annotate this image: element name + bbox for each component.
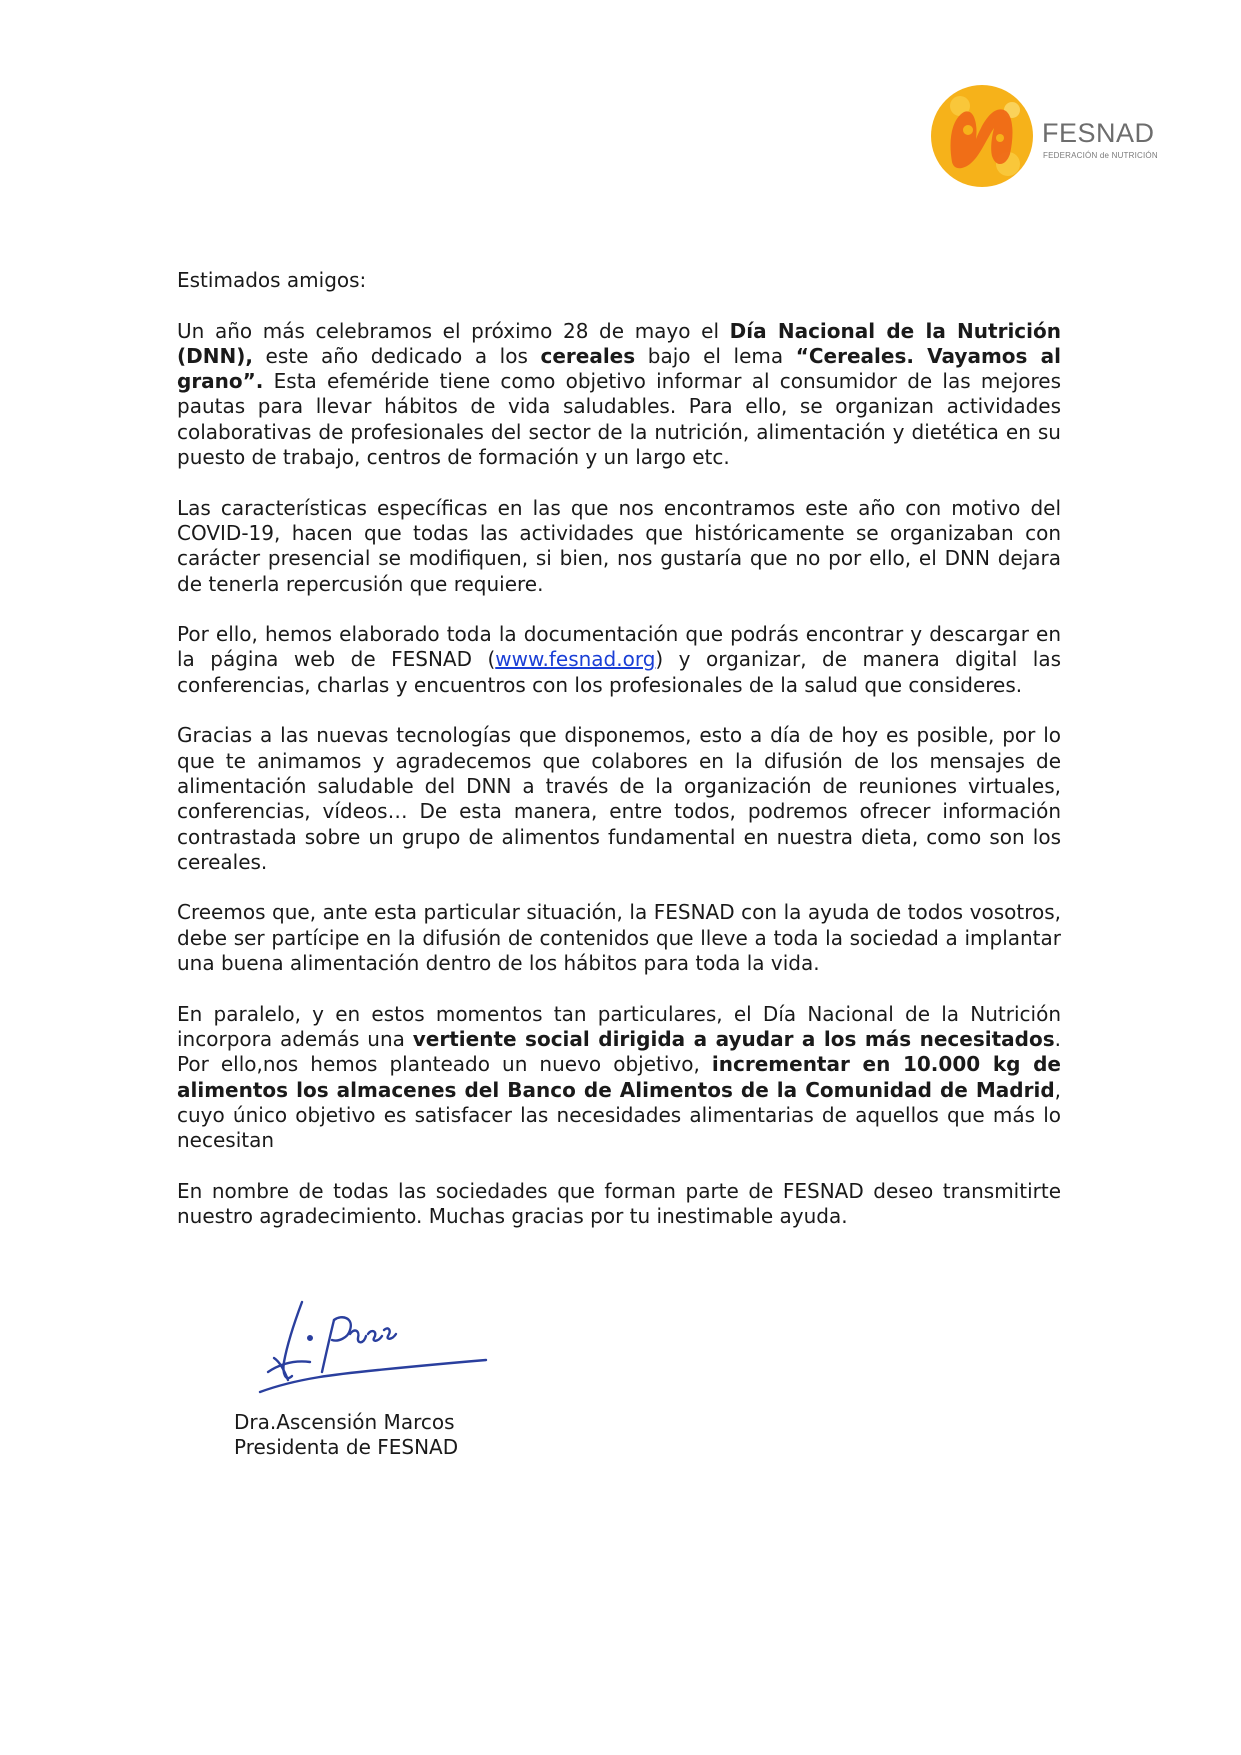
paragraph-3: Por ello, hemos elaborado toda la documentación que podrás encontrar y descargar en la página web de FESNAD (www.fesnad.org) y organizar, de manera digital las conferencias, charlas y encuentros con los profesionales de la salud que consideres. — [177, 622, 1061, 697]
fesnad-logo — [930, 84, 1170, 194]
paragraph-7: En nombre de todas las sociedades que forman parte de FESNAD deseo transmitirte nuestro agradecimiento. Muchas gracias por tu inestimable ayuda. — [177, 1178, 1061, 1228]
signer-name: Dra.Ascensión Marcos — [234, 1410, 455, 1434]
logo-brand-text: FESNAD — [1042, 118, 1155, 148]
signer-role: Presidenta de FESNAD — [234, 1435, 459, 1460]
fesnad-logo-mark-icon — [930, 84, 1034, 188]
paragraph-6: En paralelo, y en estos momentos tan particulares, el Día Nacional de la Nutrición incorpora además una vertiente social dirigida a ayudar a los más necesitados. Por ello,nos hemos planteado un nuevo objetivo, incrementar en 10.000 kg de alimentos los almacenes del Banco de Alimentos de la Comunidad de Madrid, cuyo único objetivo es satisfacer las necesidades alimentarias de aquellos que más lo necesitan — [177, 1001, 1061, 1153]
letter-body — [177, 268, 1061, 1255]
logo-subtitle: FEDERACIÓN de NUTRICIÓN — [1043, 151, 1158, 160]
greeting: Estimados amigos: — [177, 268, 367, 292]
paragraph-5: Creemos que, ante esta particular situación, la FESNAD con la ayuda de todos vosotros, debe ser partícipe en la difusión de contenidos que lleve a toda la sociedad a implantar una buena alimentación dentro de los hábitos para toda la vida. — [177, 900, 1061, 976]
signer-block — [234, 1410, 458, 1461]
paragraph-4: Gracias a las nuevas tecnologías que disponemos, esto a día de hoy es posible, por lo que te animamos y agradecemos que colabores en la difusión de los mensajes de alimentación saludable del DNN a través de la organización de reuniones virtuales, conferencias, vídeos… De esta manera, entre todos, podremos ofrecer información contrastada sobre un grupo de alimentos fundamental en nuestra dieta, como son los cereales. — [177, 723, 1061, 874]
motto: “Cereales. Vayamos al grano”. — [177, 343, 1061, 394]
paragraph-1: Un año más celebramos el próximo 28 de mayo el Día Nacional de la Nutrición (DNN), este año dedicado a los cereales bajo el lema “Cereales. Vayamos al grano”. Esta efeméride tiene como objetivo informar al consumidor de las mejores pautas para llevar hábitos de vida saludables. Para ello, se organizan actividades colaborativas de profesionales del sector de la nutrición, alimentación y dietética en su puesto de trabajo, centros de formación y un largo etc. — [177, 318, 1061, 470]
handwritten-signature — [258, 1300, 488, 1400]
dnn-title: Día Nacional de la Nutrición (DNN), — [177, 318, 1061, 368]
fesnad-website-link[interactable]: www.fesnad.org — [495, 647, 656, 672]
paragraph-2: Las características específicas en las que nos encontramos este año con motivo del COVID-19, hacen que todas las actividades que históricamente se organizaban con carácter presencial se modifiquen, si bien, nos gustaría que no por ello, el DNN dejara de tenerla repercusión que requiere. — [177, 495, 1061, 596]
